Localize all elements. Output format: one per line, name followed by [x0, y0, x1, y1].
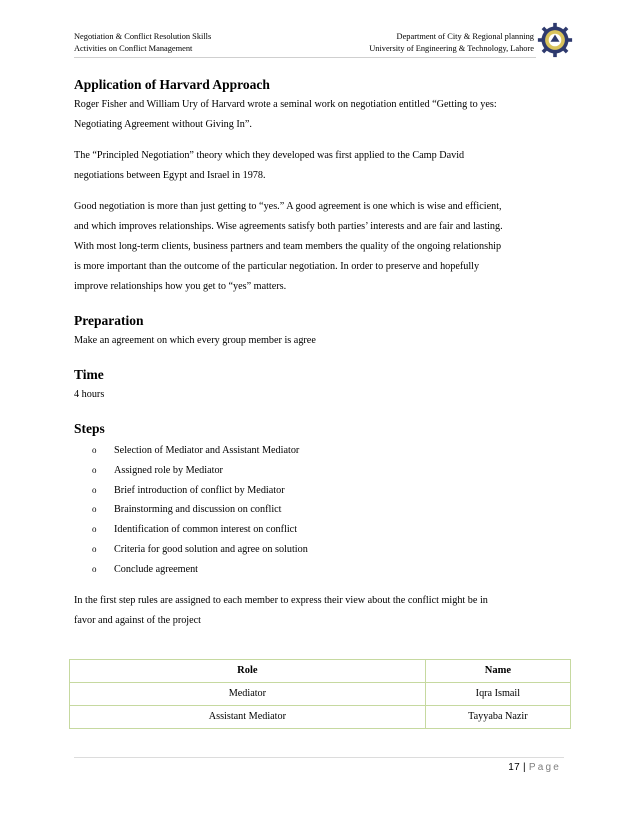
table-row: [70, 706, 571, 729]
header-university: University of Engineering & Technology, Lahore: [369, 44, 534, 53]
page-header: [0, 0, 638, 70]
section-title-preparation: Preparation: [74, 313, 144, 328]
paragraph-text: and which improves relationships. Wise agreements satisfy both parties’ interests and are fair and lasting.: [74, 221, 503, 232]
header-right-block: [369, 31, 534, 55]
page-footer: [508, 762, 561, 773]
paragraph-text: With most long-term clients, business partners and team members the quality of the ongoing relationship: [74, 241, 502, 252]
list-item: [74, 540, 564, 560]
step-label: Brainstorming and discussion on conflict: [114, 504, 282, 516]
section-title-time: Time: [74, 367, 104, 382]
time-text: 4 hours: [74, 389, 105, 400]
header-course-title: Negotiation & Conflict Resolution Skills: [74, 32, 212, 41]
list-item: [74, 461, 564, 481]
bullet-icon: o: [92, 464, 97, 475]
roles-table: [69, 659, 571, 729]
bullet-icon: o: [92, 445, 97, 455]
footer-divider: [74, 757, 564, 758]
paragraph-text: Roger Fisher and William Ury of Harvard wrote a seminal work on negotiation entitled “Getting to yes:: [74, 99, 497, 110]
page-content: [74, 76, 564, 631]
paragraph-text: is more important than the outcome of the particular negotiation. In order to preserve and hopefully: [74, 261, 480, 272]
list-item: [74, 481, 564, 501]
header-left-block: [74, 31, 211, 55]
list-item: [74, 500, 564, 520]
header-divider: [74, 57, 536, 58]
table-row: [70, 683, 571, 706]
table-cell-role: Assistant Mediator: [70, 706, 426, 729]
column-header-role: Role: [70, 660, 426, 683]
step-label: Identification of common interest on conflict: [114, 524, 298, 536]
step-label: Conclude agreement: [114, 563, 199, 575]
step-label: Selection of Mediator and Assistant Mediator: [114, 445, 300, 456]
bullet-icon: o: [92, 543, 97, 554]
paragraph-text: The “Principled Negotiation” theory which they developed was first applied to the Camp David: [74, 150, 465, 161]
paragraph-text: Good negotiation is more than just getting to “yes.” A good agreement is one which is wise and efficient,: [74, 201, 502, 212]
preparation-text: Make an agreement on which every group member is agree: [74, 335, 316, 346]
paragraph-text: Negotiating Agreement without Giving In”.: [74, 119, 252, 130]
list-item: [74, 441, 564, 461]
list-item: [74, 520, 564, 540]
step-label: Assigned role by Mediator: [114, 464, 223, 476]
header-department: Department of City & Regional planning: [396, 32, 534, 41]
section-title-steps: Steps: [74, 421, 105, 436]
paragraph-text: In the first step rules are assigned to each member to express their view about the conflict might be in: [74, 594, 488, 606]
university-seal-icon: [537, 22, 573, 58]
table-cell-role: Mediator: [70, 683, 426, 706]
section-title-harvard: Application of Harvard Approach: [74, 77, 270, 92]
header-activity-title: Activities on Conflict Management: [74, 44, 193, 53]
bullet-icon: o: [92, 484, 97, 495]
table-cell-name: Iqra Ismail: [425, 683, 570, 706]
bullet-icon: o: [92, 563, 97, 574]
footer-separator: |: [522, 762, 526, 773]
list-item: [74, 560, 564, 580]
step-label: Brief introduction of conflict by Mediator: [114, 484, 285, 496]
page-label: Page: [528, 762, 561, 773]
paragraph-text: improve relationships how you get to “yes” matters.: [74, 281, 287, 292]
column-header-name: Name: [425, 660, 570, 683]
page-number: 17: [508, 762, 520, 773]
table-header-row: [70, 660, 571, 683]
table-cell-name: Tayyaba Nazir: [425, 706, 570, 729]
bullet-icon: o: [92, 504, 97, 515]
steps-list: [74, 441, 564, 580]
bullet-icon: o: [92, 524, 97, 535]
step-label: Criteria for good solution and agree on solution: [114, 543, 308, 555]
paragraph-text: negotiations between Egypt and Israel in 1978.: [74, 170, 266, 181]
paragraph-text: favor and against of the project: [74, 614, 202, 626]
